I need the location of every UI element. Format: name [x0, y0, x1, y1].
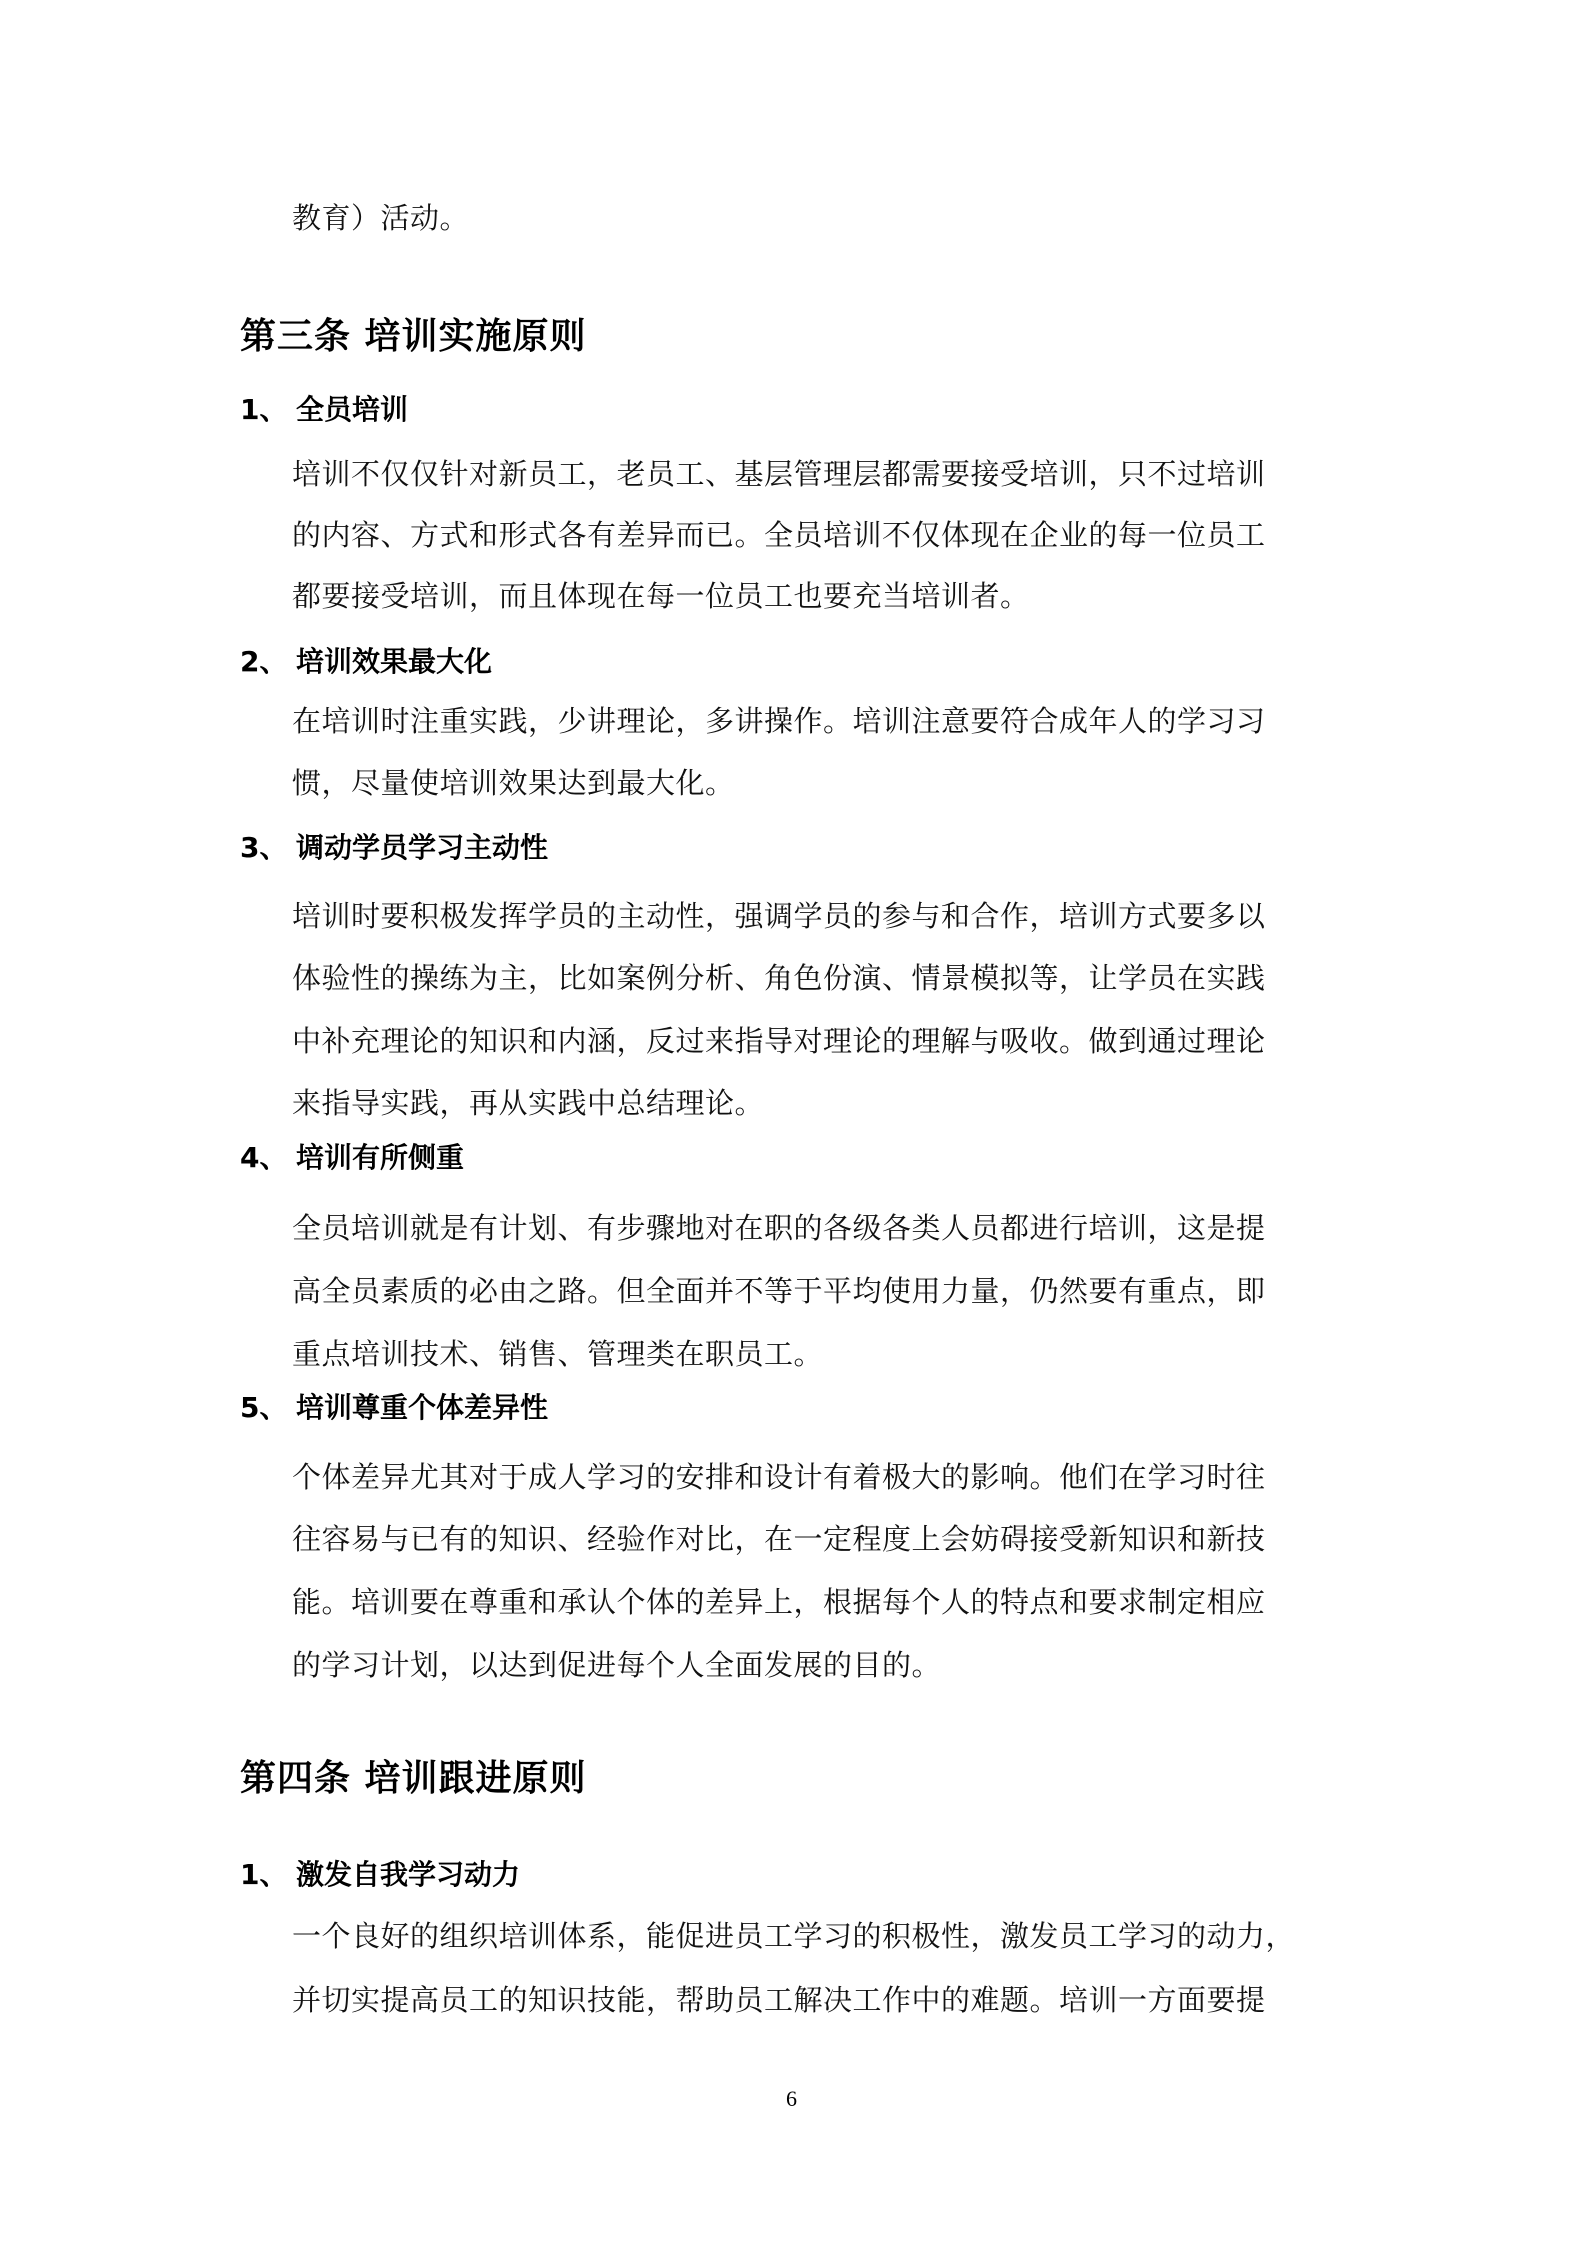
section-title-4: 第四条 培训跟进原则 — [240, 1758, 587, 1799]
page-number: 6 — [786, 2086, 797, 2111]
paragraph-line: 一个良好的组织培训体系，能促进员工学习的积极性，激发员工学习的动力， — [292, 1919, 1296, 1953]
paragraph-line: 并切实提高员工的知识技能，帮助员工解决工作中的难题。培训一方面要提 — [292, 1983, 1266, 2017]
paragraph-line: 能。培训要在尊重和承认个体的差异上，根据每个人的特点和要求制定相应 — [292, 1585, 1266, 1619]
item-heading — [240, 1140, 464, 1176]
paragraph-line: 的学习计划，以达到促进每个人全面发展的目的。 — [292, 1648, 942, 1682]
item-heading — [240, 644, 492, 680]
item-heading-text: 调动学员学习主动性 — [296, 831, 549, 864]
item-heading — [240, 392, 408, 428]
paragraph-line: 培训时要积极发挥学员的主动性，强调学员的参与和合作，培训方式要多以 — [292, 899, 1266, 933]
paragraph-line: 在培训时注重实践，少讲理论，多讲操作。培训注意要符合成年人的学习习 — [292, 704, 1266, 738]
paragraph-line: 体验性的操练为主，比如案例分析、角色份演、情景模拟等，让学员在实践 — [292, 961, 1266, 995]
paragraph-line: 都要接受培训，而且体现在每一位员工也要充当培训者。 — [292, 579, 1030, 613]
item-heading — [240, 830, 548, 866]
item-number: 4、 — [240, 1141, 288, 1174]
paragraph-line: 全员培训就是有计划、有步骤地对在职的各级各类人员都进行培训，这是提 — [292, 1211, 1266, 1245]
paragraph-line: 个体差异尤其对于成人学习的安排和设计有着极大的影响。他们在学习时往 — [292, 1460, 1266, 1494]
paragraph-line: 往容易与已有的知识、经验作对比，在一定程度上会妨碍接受新知识和新技 — [292, 1522, 1266, 1556]
paragraph-line: 中补充理论的知识和内涵，反过来指导对理论的理解与吸收。做到通过理论 — [292, 1024, 1266, 1058]
item-number: 3、 — [240, 831, 288, 864]
item-number: 2、 — [240, 645, 288, 678]
paragraph-line: 高全员素质的必由之路。但全面并不等于平均使用力量，仍然要有重点，即 — [292, 1274, 1266, 1308]
item-heading-text: 培训尊重个体差异性 — [296, 1391, 549, 1424]
item-heading-text: 全员培训 — [296, 393, 409, 426]
paragraph-line: 培训不仅仅针对新员工，老员工、基层管理层都需要接受培训，只不过培训 — [292, 457, 1266, 491]
item-heading — [240, 1390, 548, 1426]
lead-in-text: 教育）活动。 — [292, 201, 470, 235]
item-number: 1、 — [240, 393, 288, 426]
paragraph-line: 重点培训技术、销售、管理类在职员工。 — [292, 1337, 824, 1371]
paragraph-line: 惯，尽量使培训效果达到最大化。 — [292, 766, 735, 800]
paragraph-line: 的内容、方式和形式各有差异而已。全员培训不仅体现在企业的每一位员工 — [292, 518, 1266, 552]
item-heading-text: 激发自我学习动力 — [296, 1858, 521, 1891]
item-number: 5、 — [240, 1391, 288, 1424]
paragraph-line: 来指导实践，再从实践中总结理论。 — [292, 1086, 765, 1120]
item-heading-text: 培训效果最大化 — [296, 645, 493, 678]
item-number: 1、 — [240, 1858, 288, 1891]
section-title-3: 第三条 培训实施原则 — [240, 316, 587, 357]
item-heading-text: 培训有所侧重 — [296, 1141, 465, 1174]
item-heading — [240, 1857, 520, 1893]
